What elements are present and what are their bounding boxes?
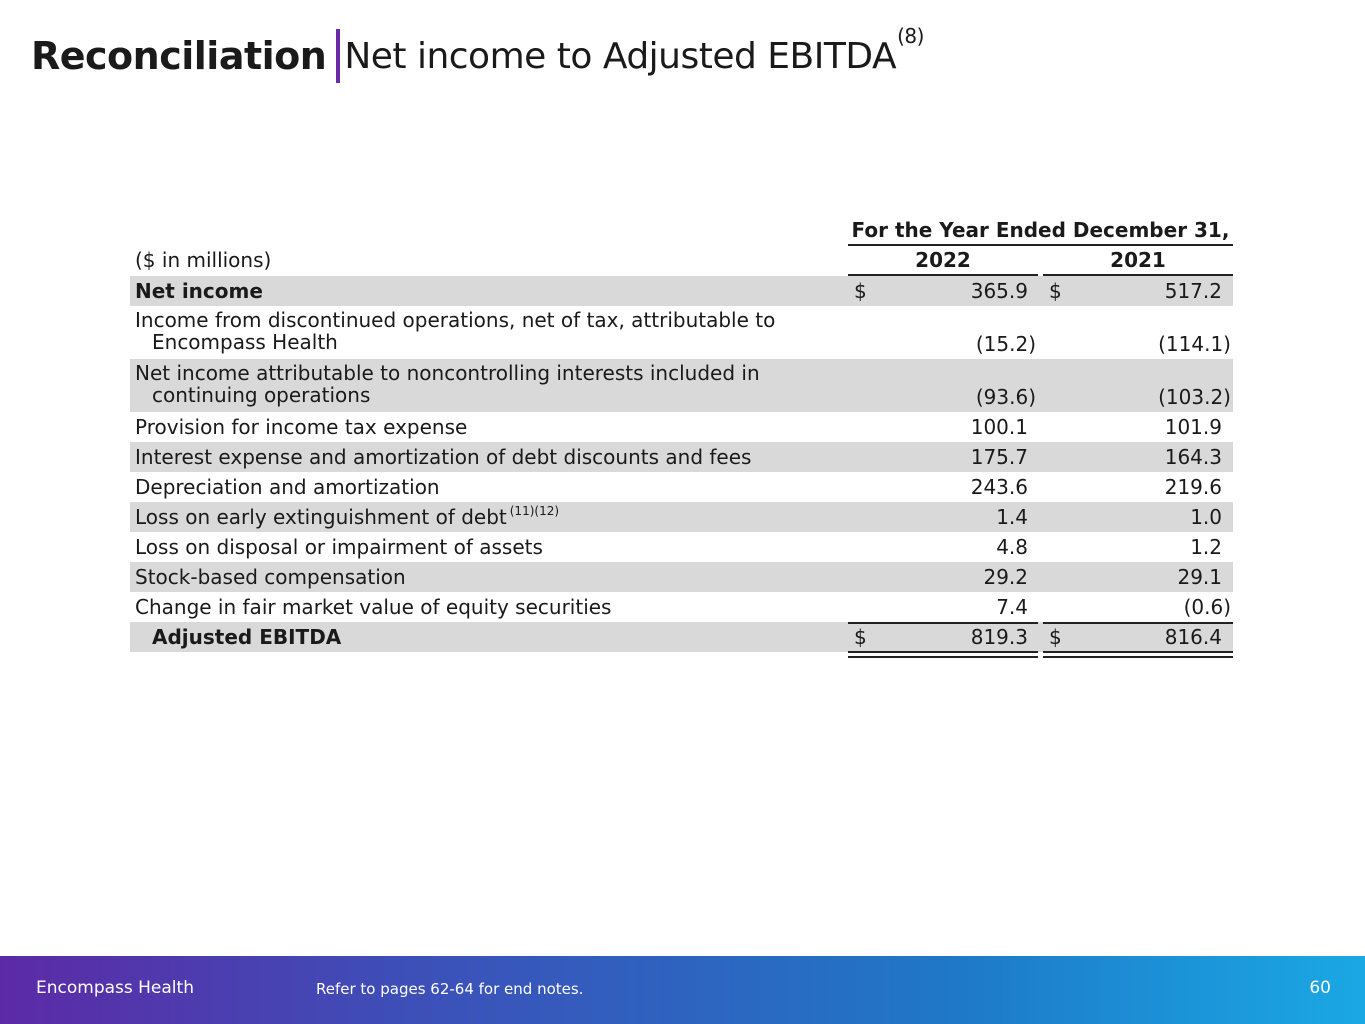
table-row — [130, 472, 1233, 502]
table-row — [130, 412, 1233, 442]
table-row — [130, 359, 1233, 412]
row-label-line1: Net income attributable to noncontrolling interests included in — [135, 361, 760, 385]
value-2022: 365.9 — [970, 279, 1028, 303]
value-2022: 243.6 — [970, 475, 1028, 499]
value-2021: 1.2 — [1190, 535, 1222, 559]
year-header-2021: 2021 — [1043, 247, 1233, 276]
row-label-line1: Income from discontinued operations, net of tax, attributable to — [135, 308, 776, 332]
subtotal-rule — [1043, 622, 1233, 624]
total-double-rule — [848, 651, 1038, 658]
period-header: For the Year Ended December 31, — [848, 216, 1233, 246]
value-2021: 517.2 — [1164, 279, 1222, 303]
value-2022: 175.7 — [970, 445, 1028, 469]
value-2021: 164.3 — [1164, 445, 1222, 469]
value-2022: 1.4 — [996, 505, 1028, 529]
subtotal-rule — [848, 622, 1038, 624]
page-title — [31, 23, 924, 84]
value-2021: 29.1 — [1177, 565, 1222, 589]
table-row — [130, 532, 1233, 562]
table-row — [130, 276, 1233, 306]
table-body — [130, 276, 1233, 652]
value-2022: 100.1 — [970, 415, 1028, 439]
table-row — [130, 306, 1233, 359]
value-2021: 219.6 — [1164, 475, 1222, 499]
row-label — [135, 362, 760, 406]
total-double-rule — [1043, 651, 1233, 658]
title-divider — [336, 29, 340, 83]
row-label: Adjusted EBITDA — [152, 625, 342, 649]
value-2022: (15.2) — [975, 332, 1036, 356]
table-row — [130, 502, 1233, 532]
table-row — [130, 562, 1233, 592]
table-row-total — [130, 622, 1233, 652]
footer-note: Refer to pages 62-64 for end notes. — [316, 980, 584, 998]
currency-symbol: $ — [1049, 279, 1062, 303]
row-label-text: Loss on early extinguishment of debt — [135, 505, 507, 529]
currency-symbol: $ — [854, 279, 867, 303]
row-label-line2: continuing operations — [152, 383, 371, 407]
title-subtitle — [344, 23, 924, 77]
row-label: Stock-based compensation — [135, 565, 406, 589]
value-2022: 29.2 — [983, 565, 1028, 589]
footer-company: Encompass Health — [36, 978, 194, 998]
units-label: ($ in millions) — [135, 248, 272, 272]
value-2022: 819.3 — [970, 625, 1028, 649]
row-label — [135, 506, 559, 531]
title-footnote-ref: (8) — [897, 23, 924, 48]
year-header-2022: 2022 — [848, 247, 1038, 276]
value-2021: (0.6) — [1183, 595, 1231, 619]
row-label: Depreciation and amortization — [135, 475, 440, 499]
page-number: 60 — [1309, 978, 1331, 998]
value-2021: 1.0 — [1190, 505, 1222, 529]
row-label: Provision for income tax expense — [135, 415, 468, 439]
value-2021: 101.9 — [1164, 415, 1222, 439]
footnote-ref: (11)(12) — [509, 504, 560, 518]
row-label: Loss on disposal or impairment of assets — [135, 535, 543, 559]
footer-bar — [0, 956, 1365, 1024]
row-label: Interest expense and amortization of debt discounts and fees — [135, 445, 752, 469]
value-2021: (103.2) — [1158, 385, 1231, 409]
row-label — [135, 309, 775, 353]
title-subtitle-text: Net income to Adjusted EBITDA — [344, 35, 897, 77]
row-label-line2: Encompass Health — [152, 330, 338, 354]
value-2022: 4.8 — [996, 535, 1028, 559]
currency-symbol: $ — [1049, 625, 1062, 649]
row-label: Net income — [135, 279, 263, 303]
value-2022: (93.6) — [975, 385, 1036, 409]
value-2021: (114.1) — [1158, 332, 1231, 356]
row-label: Change in fair market value of equity securities — [135, 595, 612, 619]
value-2021: 816.4 — [1164, 625, 1222, 649]
table-row — [130, 592, 1233, 622]
currency-symbol: $ — [854, 625, 867, 649]
title-bold: Reconciliation — [31, 34, 327, 78]
value-2022: 7.4 — [996, 595, 1028, 619]
table-row — [130, 442, 1233, 472]
